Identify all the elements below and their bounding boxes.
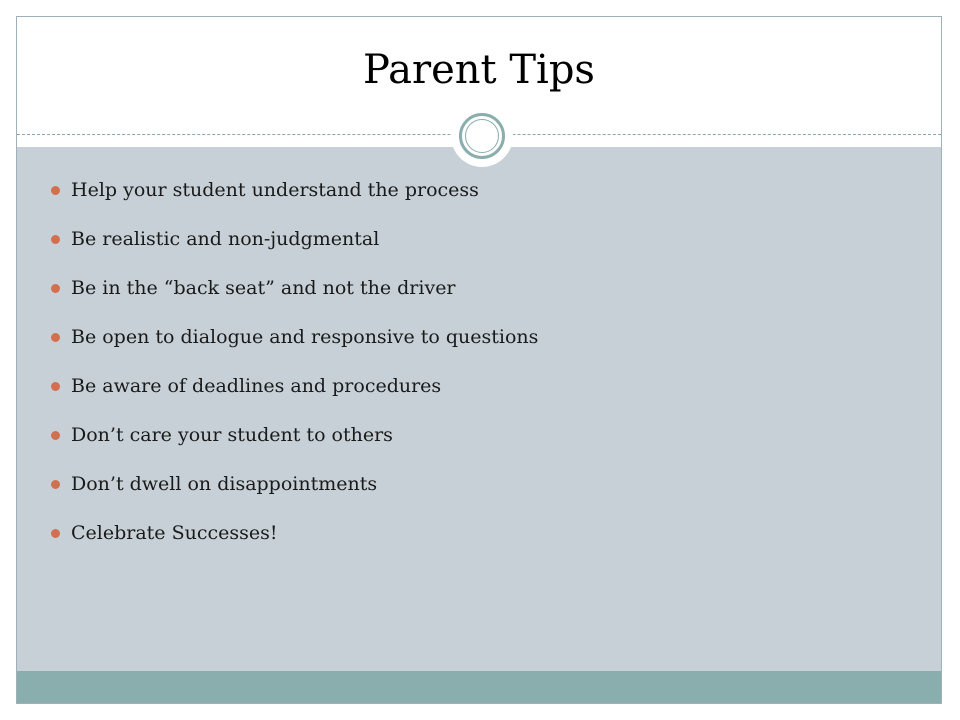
bullet-dot-icon xyxy=(51,529,60,538)
circle-ring xyxy=(459,113,505,159)
bullet-text: Be open to dialogue and responsive to questions xyxy=(71,326,539,348)
bullet-dot-icon xyxy=(51,284,60,293)
bullet-text: Be realistic and non-judgmental xyxy=(71,228,380,250)
bullet-dot-icon xyxy=(51,382,60,391)
bullet-item xyxy=(47,322,538,371)
bullet-item xyxy=(47,175,538,224)
bullet-text: Don’t care your student to others xyxy=(71,424,393,446)
bullet-item xyxy=(47,224,538,273)
bullet-dot-icon xyxy=(51,431,60,440)
bullet-text: Celebrate Successes! xyxy=(71,522,278,544)
slide-title: Parent Tips xyxy=(363,47,595,93)
bullet-item xyxy=(47,518,538,567)
bullet-text: Be aware of deadlines and procedures xyxy=(71,375,442,397)
bullet-dot-icon xyxy=(51,186,60,195)
circle-ornament-icon xyxy=(451,105,513,167)
bullet-dot-icon xyxy=(51,235,60,244)
slide xyxy=(16,16,942,704)
bullet-item xyxy=(47,469,538,518)
bullet-text: Don’t dwell on disappointments xyxy=(71,473,378,495)
bullet-item xyxy=(47,420,538,469)
bullet-text: Help your student understand the process xyxy=(71,179,479,201)
bullet-item xyxy=(47,273,538,322)
bullet-text: Be in the “back seat” and not the driver xyxy=(71,277,456,299)
bullet-list xyxy=(47,175,538,567)
bullet-dot-icon xyxy=(51,333,60,342)
bullet-item xyxy=(47,371,538,420)
footer-bar xyxy=(17,671,941,703)
bullet-dot-icon xyxy=(51,480,60,489)
